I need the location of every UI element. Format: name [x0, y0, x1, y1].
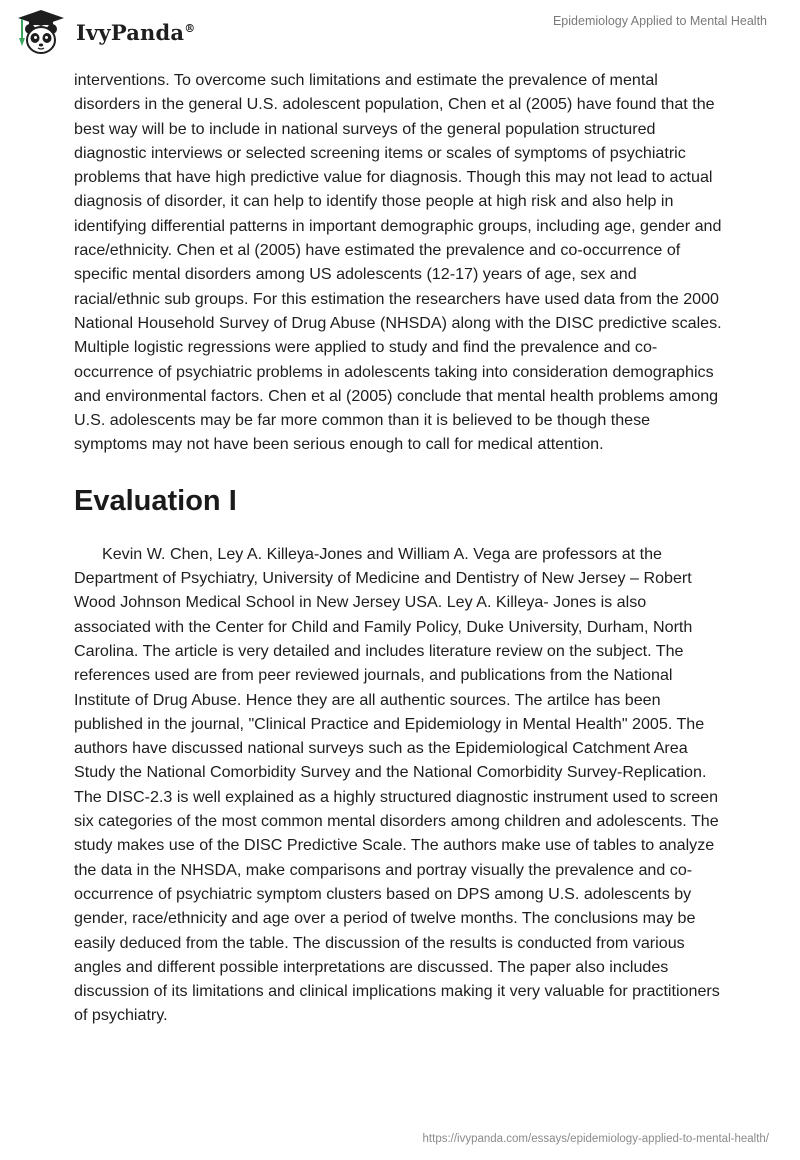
section-heading: Evaluation I — [74, 484, 237, 517]
panda-graduate-icon — [14, 8, 68, 56]
ivypanda-logo[interactable] — [14, 8, 195, 56]
paragraph-continued: interventions. To overcome such limitations and estimate the prevalence of mental disorders in the general U.S. adolescent population, Chen et al (2005) have found that the best way will be to include in national surveys of the general population structured diagnostic interviews or selected screening items or scales of symptoms of psychiatric problems that have high predictive value for diagnosis. Though this may not lead to actual diagnosis of disorder, it can help to identify those people at high risk and also help in identifying differential patterns in important demographic groups, including age, gender and race/ethnicity. Chen et al (2005) have estimated the prevalence and co-occurrence of specific mental disorders among US adolescents (12-17) years of age, sex and racial/ethnic sub groups. For this estimation the researchers have used data from the 2000 National Household Survey of Drug Abuse (NHSDA) along with the DISC predictive scales. Multiple logistic regressions were applied to study and find the prevalence and co-occurrence of psychiatric problems in adolescents taking into consideration demographics and environmental factors. Chen et al (2005) conclude that mental health problems among U.S. adolescents may be far more common than it is believed to be though these symptoms may not have been serious enough to call for medical attention. — [74, 71, 722, 454]
paragraph-evaluation: Kevin W. Chen, Ley A. Killeya-Jones and William A. Vega are professors at the Department of Psychiatry, University of Medicine and Dentistry of New Jersey – Robert Wood Johnson Medical School in New Jersey USA. Ley A. Killeya- Jones is also associated with the Center for Child and Family Policy, Duke University, Durham, North Carolina. The article is very detailed and includes literature review on the subject. The references used are from peer reviewed journals, and publications from the National Institute of Drug Abuse. Hence they are all authentic sources. The artilce has been published in the journal, "Clinical Practice and Epidemiology in Mental Health" 2005. The authors have discussed national surveys such as the Epidemiological Catchment Area Study the National Comorbidity Survey and the National Comorbidity Survey-Replication. The DISC-2.3 is well explained as a highly structured diagnostic instrument used to screen six categories of the most common mental disorders among children and adolescents. The study makes use of the DISC Predictive Scale. The authors make use of tables to analyze the data in the NHSDA, make comparisons and portray visually the prevalence and co-occurrence of psychiatric symptom clusters based on DPS among U.S. adolescents by gender, race/ethnicity and age over a period of twelve months. The conclusions may be easily deduced from the table. The discussion of the results is conducted from various angles and different possible interpretations are discussed. The paper also includes discussion of its limitations and clinical implications making it very valuable for practitioners of psychiatry. — [74, 544, 720, 1025]
registered-mark: ® — [184, 21, 196, 35]
source-url[interactable]: https://ivypanda.com/essays/epidemiology-applied-to-mental-health/ — [422, 1133, 769, 1145]
essay-body — [74, 68, 726, 1028]
page-header — [0, 0, 800, 70]
document-title: Epidemiology Applied to Mental Health — [552, 14, 767, 28]
brand-name: IvyPanda — [76, 19, 185, 45]
